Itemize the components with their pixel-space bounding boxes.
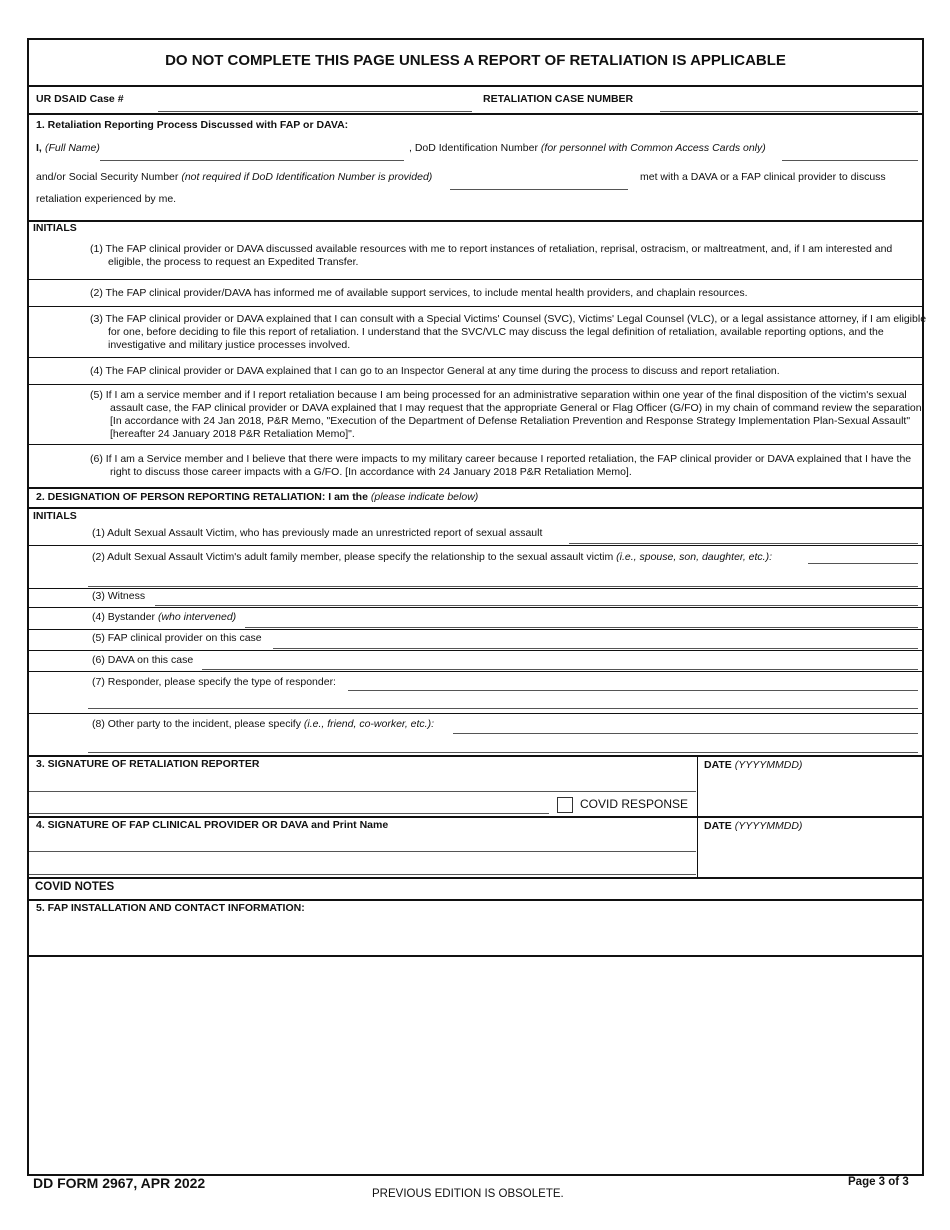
divider <box>29 113 922 115</box>
section1-item-3: (3) The FAP clinical provider or DAVA explained that I can consult with a Special Victims' Counsel (SVC), Victims' Legal Counsel (VLC), or a legal assistance attorney, if I am eligible for one, before deciding to file this report of retaliation. I understand that the SVC/VLC may discuss the legal definition of retaliation, available reporting options, and the investigative and military justice processes involved. <box>90 313 927 351</box>
designation-item-5: (5) FAP clinical provider on this case <box>92 632 262 644</box>
section3-heading: 3. SIGNATURE OF RETALIATION REPORTER <box>36 758 260 770</box>
met-with-text: met with a DAVA or a FAP clinical provider to discuss <box>640 171 886 183</box>
divider <box>29 816 922 818</box>
divider <box>29 755 922 757</box>
section4-date-label: DATE (YYYYMMDD) <box>704 820 803 832</box>
designation-item-1-field[interactable] <box>569 543 918 544</box>
experienced-text: retaliation experienced by me. <box>36 193 177 205</box>
divider <box>29 357 922 358</box>
ssn-field[interactable] <box>450 189 628 190</box>
designation-item-3-field[interactable] <box>155 605 918 606</box>
section1-item-6: (6) If I am a Service member and I believe that there were impacts to my military career because I reported retaliation, the FAP clinical provider or DAVA explained that I have the right to discuss those career impacts with a G/FO. [In accordance with 24 January 2018 P&R Retaliation Memo]. <box>90 453 912 478</box>
provider-signature-field[interactable] <box>29 851 696 852</box>
installation-contact-field[interactable] <box>34 917 914 953</box>
divider <box>29 955 922 957</box>
divider <box>29 384 922 385</box>
divider <box>29 607 922 608</box>
section1-item-2: (2) The FAP clinical provider/DAVA has informed me of available support services, to include mental health providers, and chaplain resources. <box>90 287 748 299</box>
covid-notes-label: COVID NOTES <box>35 881 115 893</box>
section2-heading: 2. DESIGNATION OF PERSON REPORTING RETALIATION: I am the (please indicate below) <box>36 491 479 503</box>
section1-item-1: (1) The FAP clinical provider or DAVA discussed available resources with me to report instances of retaliation, reprisal, ostracism, or maltreatment, and, if I am interested and eligible, the process to request an Expedited Transfer. <box>90 243 893 268</box>
designation-item-4-field[interactable] <box>245 627 918 628</box>
divider <box>29 877 922 879</box>
designation-item-7-field[interactable] <box>348 690 918 691</box>
page-title: DO NOT COMPLETE THIS PAGE UNLESS A REPORT OF RETALIATION IS APPLICABLE <box>165 52 786 69</box>
section1-heading: 1. Retaliation Reporting Process Discussed with FAP or DAVA: <box>36 119 349 131</box>
title-bar <box>29 38 922 86</box>
dod-id-field[interactable] <box>782 160 918 161</box>
covid-response-label: COVID RESPONSE <box>580 797 689 811</box>
provider-print-name-field[interactable] <box>29 874 696 875</box>
ur-dsaid-case-label: UR DSAID Case # <box>36 93 124 105</box>
designation-item-6: (6) DAVA on this case <box>92 654 194 666</box>
divider <box>29 713 922 714</box>
designation-item-4: (4) Bystander (who intervened) <box>92 611 237 623</box>
divider <box>29 507 922 509</box>
designation-item-2-field-line2[interactable] <box>88 586 918 587</box>
designation-item-8-field-line2[interactable] <box>88 752 918 753</box>
dod-id-label: , DoD Identification Number (for personnel with Common Access Cards only) <box>409 142 766 154</box>
divider <box>29 899 922 901</box>
designation-item-1: (1) Adult Sexual Assault Victim, who has previously made an unrestricted report of sexual assault <box>92 527 543 539</box>
divider <box>29 545 922 546</box>
page-number: Page 3 of 3 <box>848 1176 909 1188</box>
full-name-label: (Full Name) <box>45 142 100 154</box>
retaliation-case-number-field[interactable] <box>660 111 918 112</box>
reporter-signature-field[interactable] <box>29 791 696 792</box>
i-label: I, <box>36 142 42 154</box>
designation-item-5-field[interactable] <box>273 648 918 649</box>
divider <box>29 671 922 672</box>
reporter-signature-field-line2[interactable] <box>29 813 549 814</box>
full-name-field[interactable] <box>100 160 404 161</box>
divider <box>29 85 922 87</box>
divider <box>29 487 922 489</box>
designation-item-2-field[interactable] <box>808 563 918 564</box>
section1-item-4: (4) The FAP clinical provider or DAVA explained that I can go to an Inspector General at any time during the process to discuss and report retaliation. <box>90 365 780 377</box>
divider <box>29 650 922 651</box>
form-id: DD FORM 2967, APR 2022 <box>33 1175 206 1191</box>
ssn-label: and/or Social Security Number (not required if DoD Identification Number is provided) <box>36 171 433 183</box>
section5-heading: 5. FAP INSTALLATION AND CONTACT INFORMATION: <box>36 902 305 914</box>
section3-date-label: DATE (YYYYMMDD) <box>704 759 803 771</box>
designation-item-7-field-line2[interactable] <box>88 708 918 709</box>
designation-item-6-field[interactable] <box>202 669 918 670</box>
initials-label: INITIALS <box>33 510 77 522</box>
designation-item-3: (3) Witness <box>92 590 146 602</box>
divider <box>29 629 922 630</box>
designation-item-7: (7) Responder, please specify the type of responder: <box>92 676 336 688</box>
covid-response-checkbox[interactable] <box>557 797 573 813</box>
section1-item-5: (5) If I am a service member and if I report retaliation because I am being processed for an administrative separation within one year of the final disposition of the victim's sexual assault case, the FAP clinical provider or DAVA explained that I may request that the appropriate General or Flag Officer (G/FO) in my chain of command review the separation. [In accordance with 24 Jan 2018, P&R Memo, "Execution of the Department of Defense Retaliation Prevention and Response Strategy Implementation Plan-Sexual Assault" [hereafter 24 January 2018 P&R Retaliation Memo]". <box>90 389 925 440</box>
divider <box>29 444 922 445</box>
obsolete-notice: PREVIOUS EDITION IS OBSOLETE. <box>372 1188 564 1200</box>
retaliation-case-number-label: RETALIATION CASE NUMBER <box>483 93 634 105</box>
divider <box>29 306 922 307</box>
divider <box>29 588 922 589</box>
divider <box>29 220 922 222</box>
section4-heading: 4. SIGNATURE OF FAP CLINICAL PROVIDER OR DAVA and Print Name <box>36 819 389 831</box>
designation-item-8-field[interactable] <box>453 733 918 734</box>
designation-item-8: (8) Other party to the incident, please specify (i.e., friend, co-worker, etc.): <box>92 718 434 730</box>
initials-label: INITIALS <box>33 222 77 234</box>
designation-item-2: (2) Adult Sexual Assault Victim's adult family member, please specify the relationship to the sexual assault victim (i.e., spouse, son, daughter, etc.): <box>92 551 772 563</box>
ur-dsaid-case-field[interactable] <box>158 111 472 112</box>
divider <box>29 279 922 280</box>
covid-notes-area[interactable] <box>34 960 914 1165</box>
